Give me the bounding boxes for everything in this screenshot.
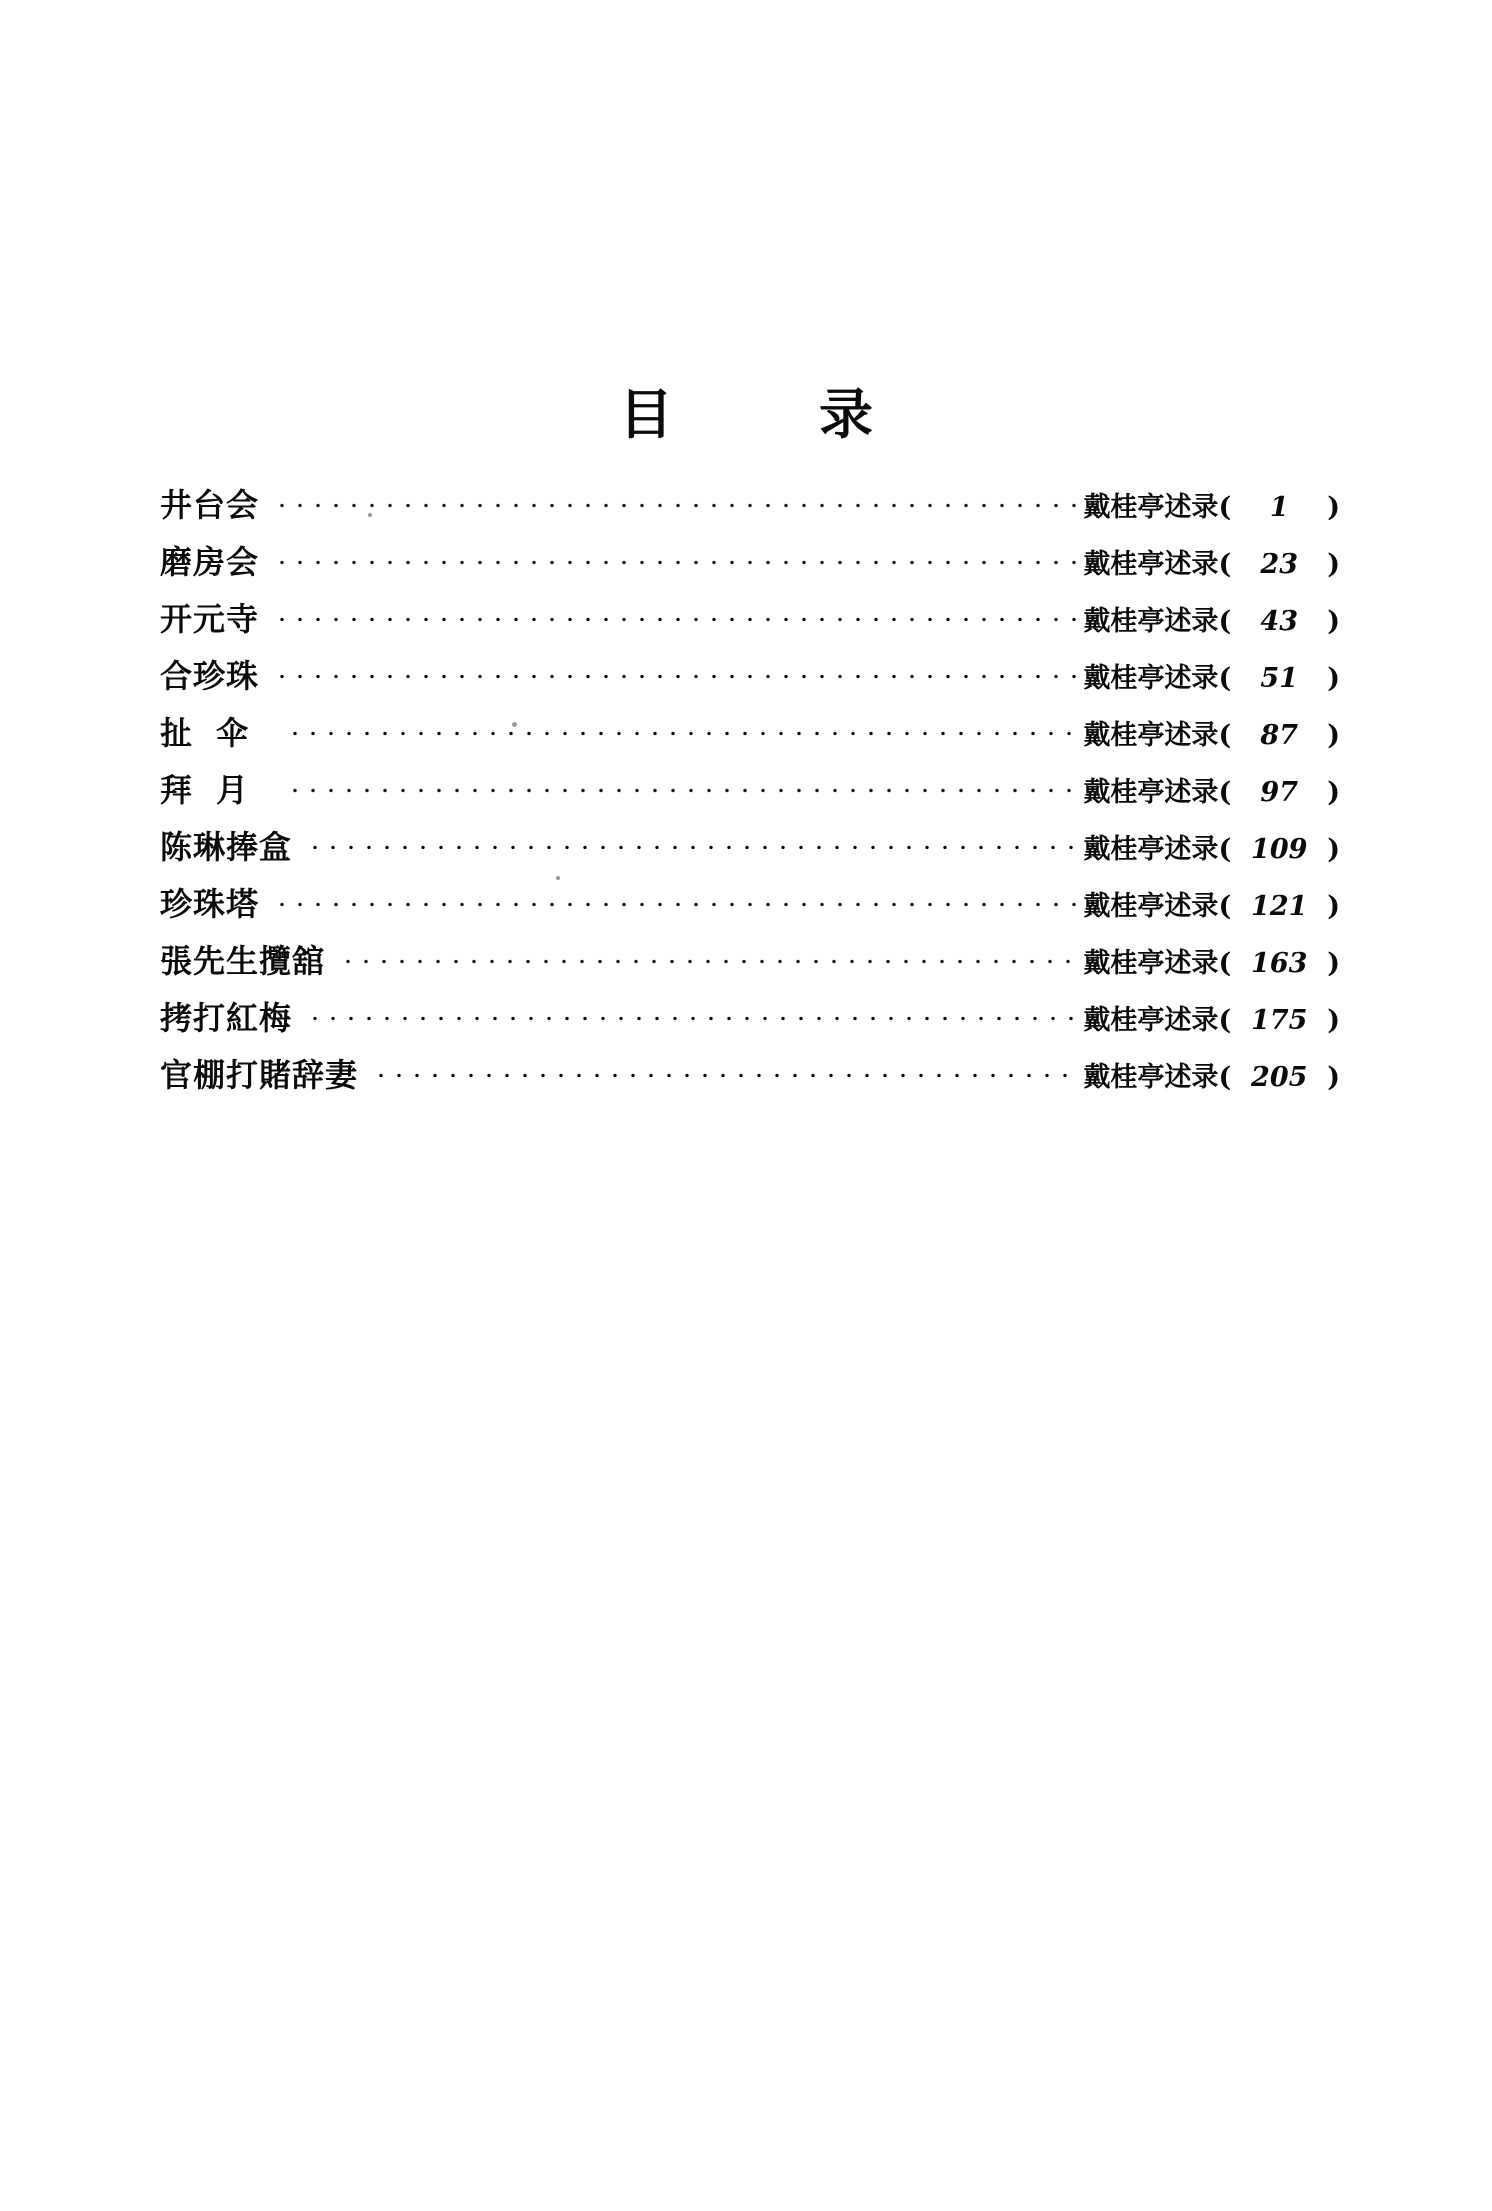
- toc-dot-leader: [273, 657, 1079, 687]
- toc-entry[interactable]: [160, 879, 1340, 936]
- toc-entry-title: 張先生攬舘: [160, 942, 326, 980]
- toc-entry-page: 205: [1251, 1062, 1308, 1093]
- toc-dot-leader: [273, 885, 1079, 915]
- toc-paren-open: (: [1218, 777, 1232, 808]
- toc-entry[interactable]: [160, 1050, 1340, 1107]
- toc-entry-title: 陈琳捧盒: [160, 828, 293, 866]
- toc-entry-title: 磨房会: [160, 543, 260, 581]
- toc-paren-open: (: [1218, 720, 1232, 751]
- toc-paren-close: ): [1327, 948, 1340, 979]
- toc-paren-close: ): [1327, 720, 1340, 751]
- toc-paren-close: ): [1327, 663, 1340, 694]
- toc-entry-title: 扯伞: [160, 714, 273, 752]
- toc-dot-leader: [273, 600, 1079, 630]
- toc-entry[interactable]: [160, 480, 1340, 537]
- toc-list: [160, 480, 1340, 1107]
- toc-paren-open: (: [1218, 948, 1232, 979]
- toc-dot-leader: [273, 486, 1079, 516]
- toc-entry-source: 戴桂亭述录: [1083, 720, 1219, 751]
- toc-entry-source: 戴桂亭述录: [1083, 663, 1219, 694]
- toc-dot-leader: [372, 1056, 1079, 1086]
- toc-entry-title: 拷打紅梅: [160, 999, 293, 1037]
- toc-entry[interactable]: [160, 537, 1340, 594]
- toc-entry-page: 23: [1260, 549, 1298, 580]
- toc-entry[interactable]: [160, 594, 1340, 651]
- toc-paren-close: ): [1327, 1062, 1340, 1093]
- toc-entry-title: 拜月: [160, 771, 273, 809]
- toc-dot-leader: [306, 999, 1079, 1029]
- toc-entry-page: 175: [1251, 1005, 1308, 1036]
- toc-entry-source: 戴桂亭述录: [1083, 1005, 1219, 1036]
- toc-paren-close: ): [1327, 492, 1340, 523]
- toc-entry-page: 51: [1260, 663, 1298, 694]
- toc-entry[interactable]: [160, 936, 1340, 993]
- toc-entry-page: 163: [1251, 948, 1308, 979]
- toc-paren-open: (: [1218, 891, 1232, 922]
- toc-paren-open: (: [1218, 492, 1232, 523]
- toc-entry[interactable]: [160, 765, 1340, 822]
- toc-paren-open: (: [1218, 1005, 1232, 1036]
- toc-paren-open: (: [1218, 606, 1232, 637]
- toc-entry-page: 87: [1260, 720, 1298, 751]
- toc-dot-leader: [339, 942, 1079, 972]
- toc-entry-source: 戴桂亭述录: [1083, 492, 1219, 523]
- toc-paren-open: (: [1218, 663, 1232, 694]
- toc-dot-leader: [306, 828, 1079, 858]
- toc-entry-source: 戴桂亭述录: [1083, 777, 1219, 808]
- toc-entry-page: 109: [1251, 834, 1308, 865]
- toc-paren-close: ): [1327, 549, 1340, 580]
- paper-speck: [368, 513, 372, 517]
- toc-dot-leader: [286, 714, 1079, 744]
- page-title: 目 录: [619, 382, 919, 446]
- toc-entry-page: 97: [1260, 777, 1298, 808]
- toc-paren-close: ): [1327, 891, 1340, 922]
- paper-speck: [512, 722, 517, 727]
- toc-entry-page: 121: [1251, 891, 1308, 922]
- toc-paren-open: (: [1218, 834, 1232, 865]
- toc-entry[interactable]: [160, 993, 1340, 1050]
- toc-paren-close: ): [1327, 777, 1340, 808]
- toc-entry-title: 珍珠塔: [160, 885, 260, 923]
- toc-entry-source: 戴桂亭述录: [1083, 549, 1219, 580]
- toc-entry-title: 合珍珠: [160, 657, 260, 695]
- toc-entry-source: 戴桂亭述录: [1083, 891, 1219, 922]
- toc-paren-close: ): [1327, 606, 1340, 637]
- toc-entry-source: 戴桂亭述录: [1083, 948, 1219, 979]
- paper-speck: [556, 876, 560, 880]
- toc-entry-page: 1: [1269, 492, 1289, 523]
- toc-entry[interactable]: [160, 822, 1340, 879]
- toc-entry-source: 戴桂亭述录: [1083, 606, 1219, 637]
- toc-dot-leader: [273, 543, 1079, 573]
- toc-paren-close: ): [1327, 834, 1340, 865]
- toc-entry-title: 开元寺: [160, 600, 260, 638]
- toc-paren-open: (: [1218, 549, 1232, 580]
- toc-entry-source: 戴桂亭述录: [1083, 1062, 1219, 1093]
- toc-paren-close: ): [1327, 1005, 1340, 1036]
- toc-dot-leader: [286, 771, 1079, 801]
- toc-paren-open: (: [1218, 1062, 1232, 1093]
- toc-entry[interactable]: [160, 651, 1340, 708]
- toc-entry[interactable]: [160, 708, 1340, 765]
- toc-entry-title: 官棚打賭辞妻: [160, 1056, 359, 1094]
- toc-entry-title: 井台会: [160, 486, 260, 524]
- toc-entry-source: 戴桂亭述录: [1083, 834, 1219, 865]
- toc-entry-page: 43: [1260, 606, 1298, 637]
